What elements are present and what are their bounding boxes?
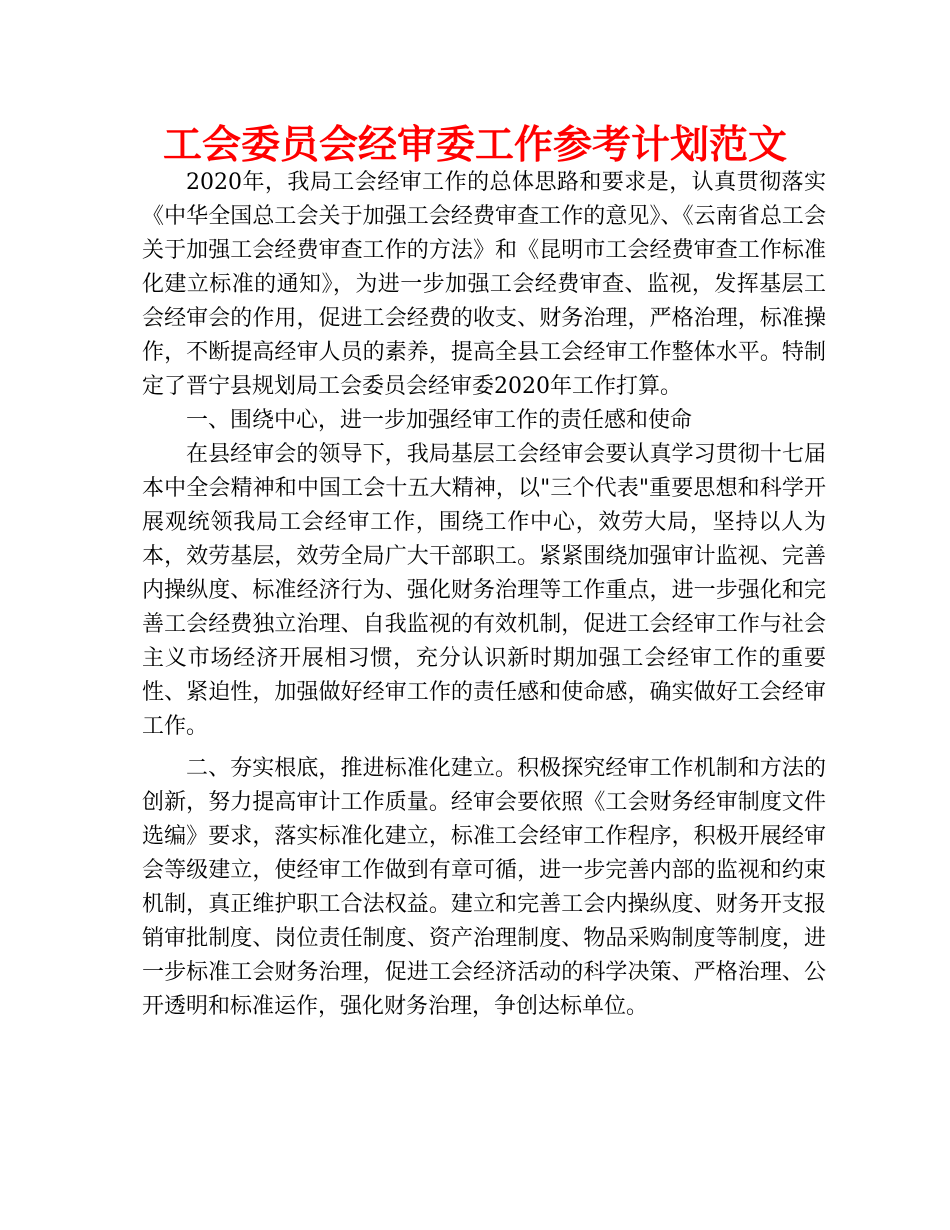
paragraph-section-1: 在县经审会的领导下，我局基层工会经审会要认真学习贯彻十七届本中全会精神和中国工会十五大精神，以"三个代表"重要思想和科学开展观统领我局工会经审工作，围绕工作中心，效劳大局，坚持以人为本，效劳基层，效劳全局广大干部职工。紧紧围绕加强审计监视、完善内操纵度、标准经济行为、强化财务治理等工作重点，进一步强化和完善工会经费独立治理、自我监视的有效机制，促进工会经审工作与社会主义市场经济开展相习惯，充分认识新时期加强工会经审工作的重要性、紧迫性，加强做好经审工作的责任感和使命感，确实做好工会经审工作。 xyxy=(142,442,826,739)
section-heading-1: 一、围绕中心，进一步加强经审工作的责任感和使命 xyxy=(186,408,693,433)
document-title: 工会委员会经审委工作参考计划范文 xyxy=(162,123,787,168)
paragraph-section-2: 二、夯实根底，推进标准化建立。积极探究经审工作机制和方法的创新，努力提高审计工作质量。经审会要依照《工会财务经审制度文件选编》要求，落实标准化建立，标准工会经审工作程序，积极开展经审会等级建立，使经审工作做到有章可循，进一步完善内部的监视和约束机制，真正维护职工合法权益。建立和完善工会内操纵度、财务开支报销审批制度、岗位责任制度、资产治理制度、物品采购制度等制度，进一步标准工会财务治理，促进工会经济活动的科学决策、严格治理、公开透明和标准运作，强化财务治理，争创达标单位。 xyxy=(142,756,826,1019)
paragraph-intro: 2020年，我局工会经审工作的总体思路和要求是，认真贯彻落实《中华全国总工会关于加强工会经费审查工作的意见》、《云南省总工会关于加强工会经费审查工作的方法》和《昆明市工会经费审查工作标准化建立标准的通知》，为进一步加强工会经费审查、监视，发挥基层工会经审会的作用，促进工会经费的收支、财务治理，严格治理，标准操作，不断提高经审人员的素养，提高全县工会经审工作整体水平。特制定了晋宁县规划局工会委员会经审委2020年工作打算。 xyxy=(142,170,826,399)
document-body xyxy=(142,166,826,1024)
